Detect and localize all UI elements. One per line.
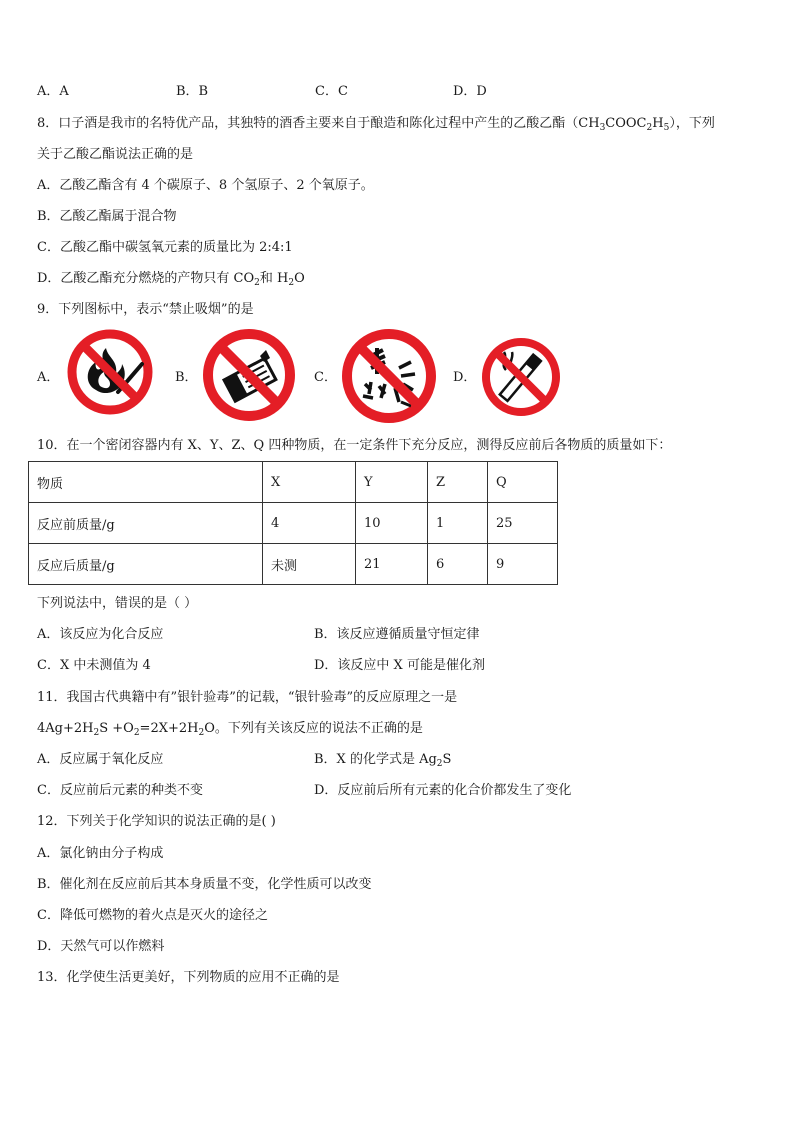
q11-eq-sub: 2 — [133, 728, 140, 738]
q8-option-c: C．乙酸乙酯中碳氢氧元素的质量比为 2:4:1 — [37, 240, 293, 255]
q8-option-d — [37, 270, 305, 288]
q8-option-d-sub: 2 — [288, 278, 295, 288]
q10-sub-stem: 下列说法中，错误的是（ ） — [37, 596, 198, 611]
q9-stem: 9．下列图标中，表示“禁止吸烟”的是 — [37, 302, 254, 317]
q10-option-c: C．X 中未测值为 4 — [37, 658, 151, 673]
table-cell: 21 — [356, 544, 428, 585]
q8-stem-line2: 关于乙酸乙酯说法正确的是 — [37, 147, 194, 162]
q8-formula-sub: 3 — [599, 123, 606, 133]
table-header-cell: Z — [428, 462, 488, 503]
q10-stem: 10．在一个密闭容器内有 X、Y、Z、Q 四种物质，在一定条件下充分反应，测得反应前后各物质的质量如下： — [37, 438, 672, 453]
q11-eq-part: =2X+2H — [139, 721, 199, 736]
q11-option-b-text: S — [442, 752, 452, 767]
table-cell: 9 — [488, 544, 558, 585]
table-header-cell: Y — [356, 462, 428, 503]
q8-option-b: B．乙酸乙酯属于混合物 — [37, 209, 177, 224]
q12-option-b: B．催化剂在反应前后其本身质量不变，化学性质可以改变 — [37, 877, 372, 892]
table-header-row — [29, 462, 558, 503]
q10-data-table — [28, 461, 558, 585]
q7-option-c: C．C — [315, 84, 348, 99]
q11-option-a: A．反应属于氧化反应 — [37, 752, 164, 767]
q8-option-d-text: O — [294, 271, 305, 286]
table-cell: 1 — [428, 503, 488, 544]
q12-option-a: A．氯化钠由分子构成 — [37, 846, 164, 861]
q7-option-a: A．A — [37, 84, 69, 99]
q10-option-a: A．该反应为化合反应 — [37, 627, 164, 642]
q11-eq-part: O。下列有关该反应的说法不正确的是 — [204, 721, 423, 736]
q8-stem-text: 8．口子酒是我市的名特优产品，其独特的酒香主要来自于酿造和陈化过程中产生的乙酸乙酯（CH — [37, 116, 600, 131]
q9-label-a: A． — [37, 370, 60, 385]
q11-option-d: D．反应前后所有元素的化合价都发生了变化 — [314, 783, 572, 798]
q9-label-d: D． — [453, 370, 477, 385]
table-cell: 25 — [488, 503, 558, 544]
no-matches-icon — [202, 328, 296, 422]
table-cell: 反应后质量/g — [29, 544, 263, 585]
q11-eq-sub: 2 — [198, 728, 205, 738]
q11-eq-sub: 2 — [93, 728, 100, 738]
q11-option-c: C．反应前后元素的种类不变 — [37, 783, 203, 798]
q11-eq-part: 4Ag+2H — [37, 721, 94, 736]
table-header-cell: Q — [488, 462, 558, 503]
q10-option-b: B．该反应遵循质量守恒定律 — [314, 627, 480, 642]
q8-formula-sub: 5 — [663, 123, 670, 133]
q11-option-b-sub: 2 — [436, 759, 443, 769]
q8-stem-text: ），下列 — [669, 116, 715, 131]
table-header-cell: X — [263, 462, 356, 503]
no-fireworks-icon — [341, 328, 437, 424]
q7-option-d: D．D — [453, 84, 487, 99]
q8-option-d-sub: 2 — [254, 278, 260, 288]
table-cell: 反应前质量/g — [29, 503, 263, 544]
q8-option-d-text: 和 H — [259, 271, 289, 286]
table-row — [29, 503, 558, 544]
q11-stem: 11．我国古代典籍中有”银针验毒”的记载，“银针验毒”的反应原理之一是 — [37, 690, 458, 705]
q12-option-d: D．天然气可以作燃料 — [37, 939, 165, 954]
q8-stem-line1 — [37, 115, 715, 133]
table-cell: 4 — [263, 503, 356, 544]
q9-label-c: C． — [314, 370, 337, 385]
q10-option-d: D．该反应中 X 可能是催化剂 — [314, 658, 485, 673]
q12-stem: 12．下列关于化学知识的说法正确的是( ) — [37, 814, 276, 829]
table-cell: 10 — [356, 503, 428, 544]
q8-formula-part: COOC — [605, 116, 647, 131]
q12-option-c: C．降低可燃物的着火点是灭火的途径之 — [37, 908, 268, 923]
q8-formula-part: H — [652, 116, 664, 131]
no-open-flame-icon — [66, 328, 154, 416]
table-cell: 未测 — [263, 544, 356, 585]
q11-option-b-text: B．X 的化学式是 Ag — [314, 752, 437, 767]
q8-option-a: A．乙酸乙酯含有 4 个碳原子、8 个氢原子、2 个氧原子。 — [37, 178, 374, 193]
q13-stem: 13．化学使生活更美好，下列物质的应用不正确的是 — [37, 970, 340, 985]
q8-formula-sub: 2 — [646, 123, 653, 133]
table-cell: 6 — [428, 544, 488, 585]
q11-option-b — [314, 751, 451, 769]
q9-label-b: B． — [175, 370, 198, 385]
q7-option-b: B．B — [176, 84, 209, 99]
no-smoking-icon — [480, 336, 562, 418]
q11-eq-part: S +O — [99, 721, 134, 736]
q8-option-d-text: D．乙酸乙酯充分燃烧的产物只有 CO — [37, 271, 255, 286]
q11-equation — [37, 720, 423, 738]
table-row — [29, 544, 558, 585]
table-header-cell: 物质 — [29, 462, 263, 503]
